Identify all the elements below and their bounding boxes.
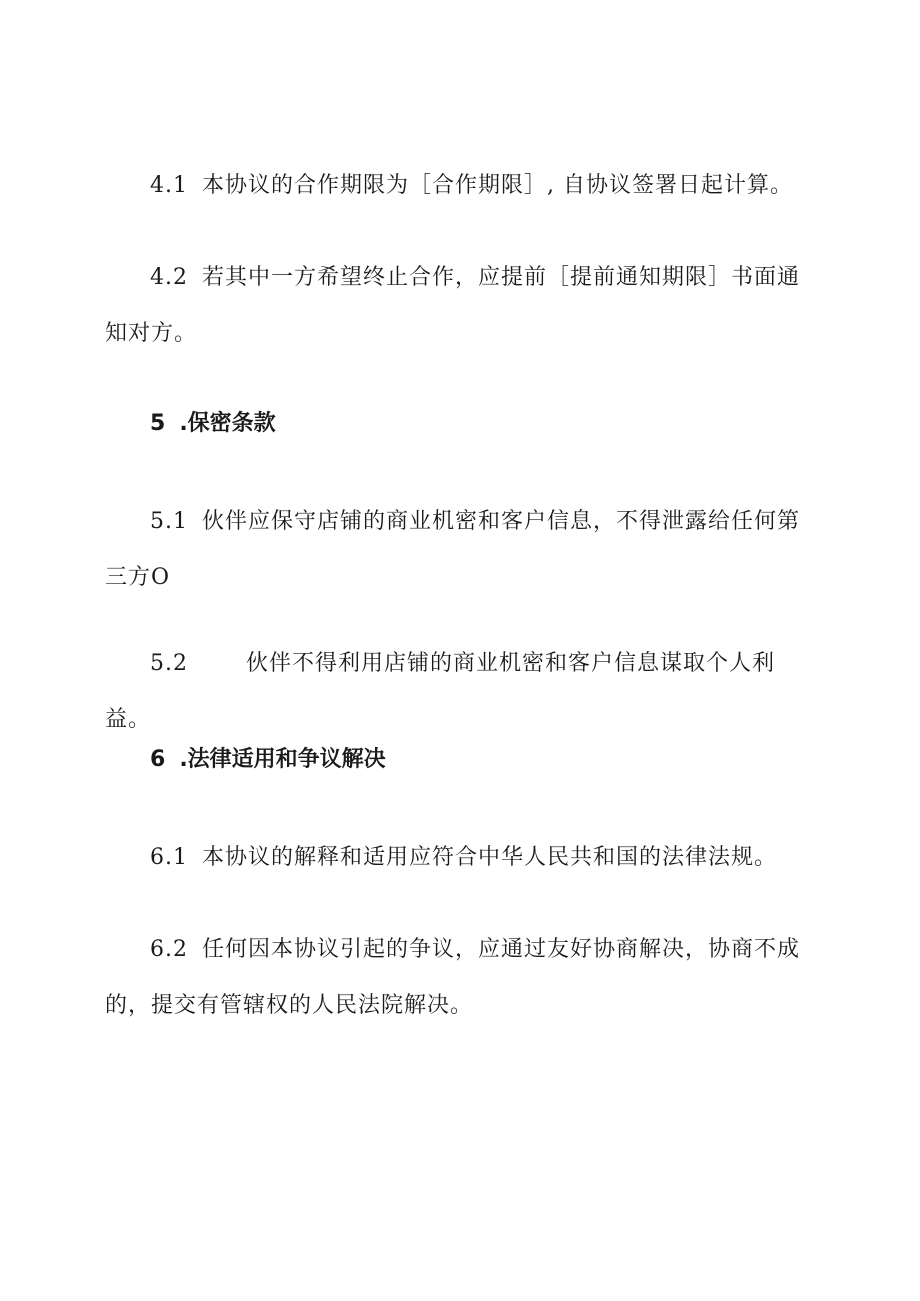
clause-number: 6.1 [150, 845, 188, 870]
section-number: 5 [150, 411, 166, 436]
clause-text: 伙伴不得利用店铺的商业机密和客户信息谋取个人利益。 [105, 651, 776, 732]
clause-5-2 [105, 636, 805, 748]
clause-number: 4.1 [150, 173, 188, 198]
clause-6-2 [105, 922, 805, 1034]
clause-text: 本协议的合作期限为［合作期限］, 自协议签署日起计算。 [202, 173, 793, 198]
clause-4-1 [105, 158, 805, 214]
clause-number: 5.1 [150, 509, 188, 534]
section-title: .法律适用和争议解决 [179, 747, 386, 772]
clause-number: 6.2 [150, 937, 188, 962]
clause-text: 若其中一方希望终止合作，应提前［提前通知期限］书面通知对方。 [105, 265, 801, 346]
clause-6-1 [105, 830, 805, 886]
clause-number: 4.2 [150, 265, 188, 290]
section-number: 6 [150, 747, 166, 772]
clause-5-1 [105, 494, 805, 606]
section-title: .保密条款 [179, 411, 276, 436]
clause-text: 伙伴应保守店铺的商业机密和客户信息，不得泄露给任何第三方O [105, 509, 801, 590]
clause-text: 本协议的解释和适用应符合中华人民共和国的法律法规。 [202, 845, 778, 870]
section-heading-5 [150, 404, 276, 444]
clause-text: 任何因本协议引起的争议，应通过友好协商解决，协商不成的，提交有管辖权的人民法院解决。 [105, 937, 801, 1018]
section-heading-6 [150, 740, 386, 780]
clause-number: 5.2 [150, 651, 188, 676]
clause-4-2 [105, 250, 805, 362]
